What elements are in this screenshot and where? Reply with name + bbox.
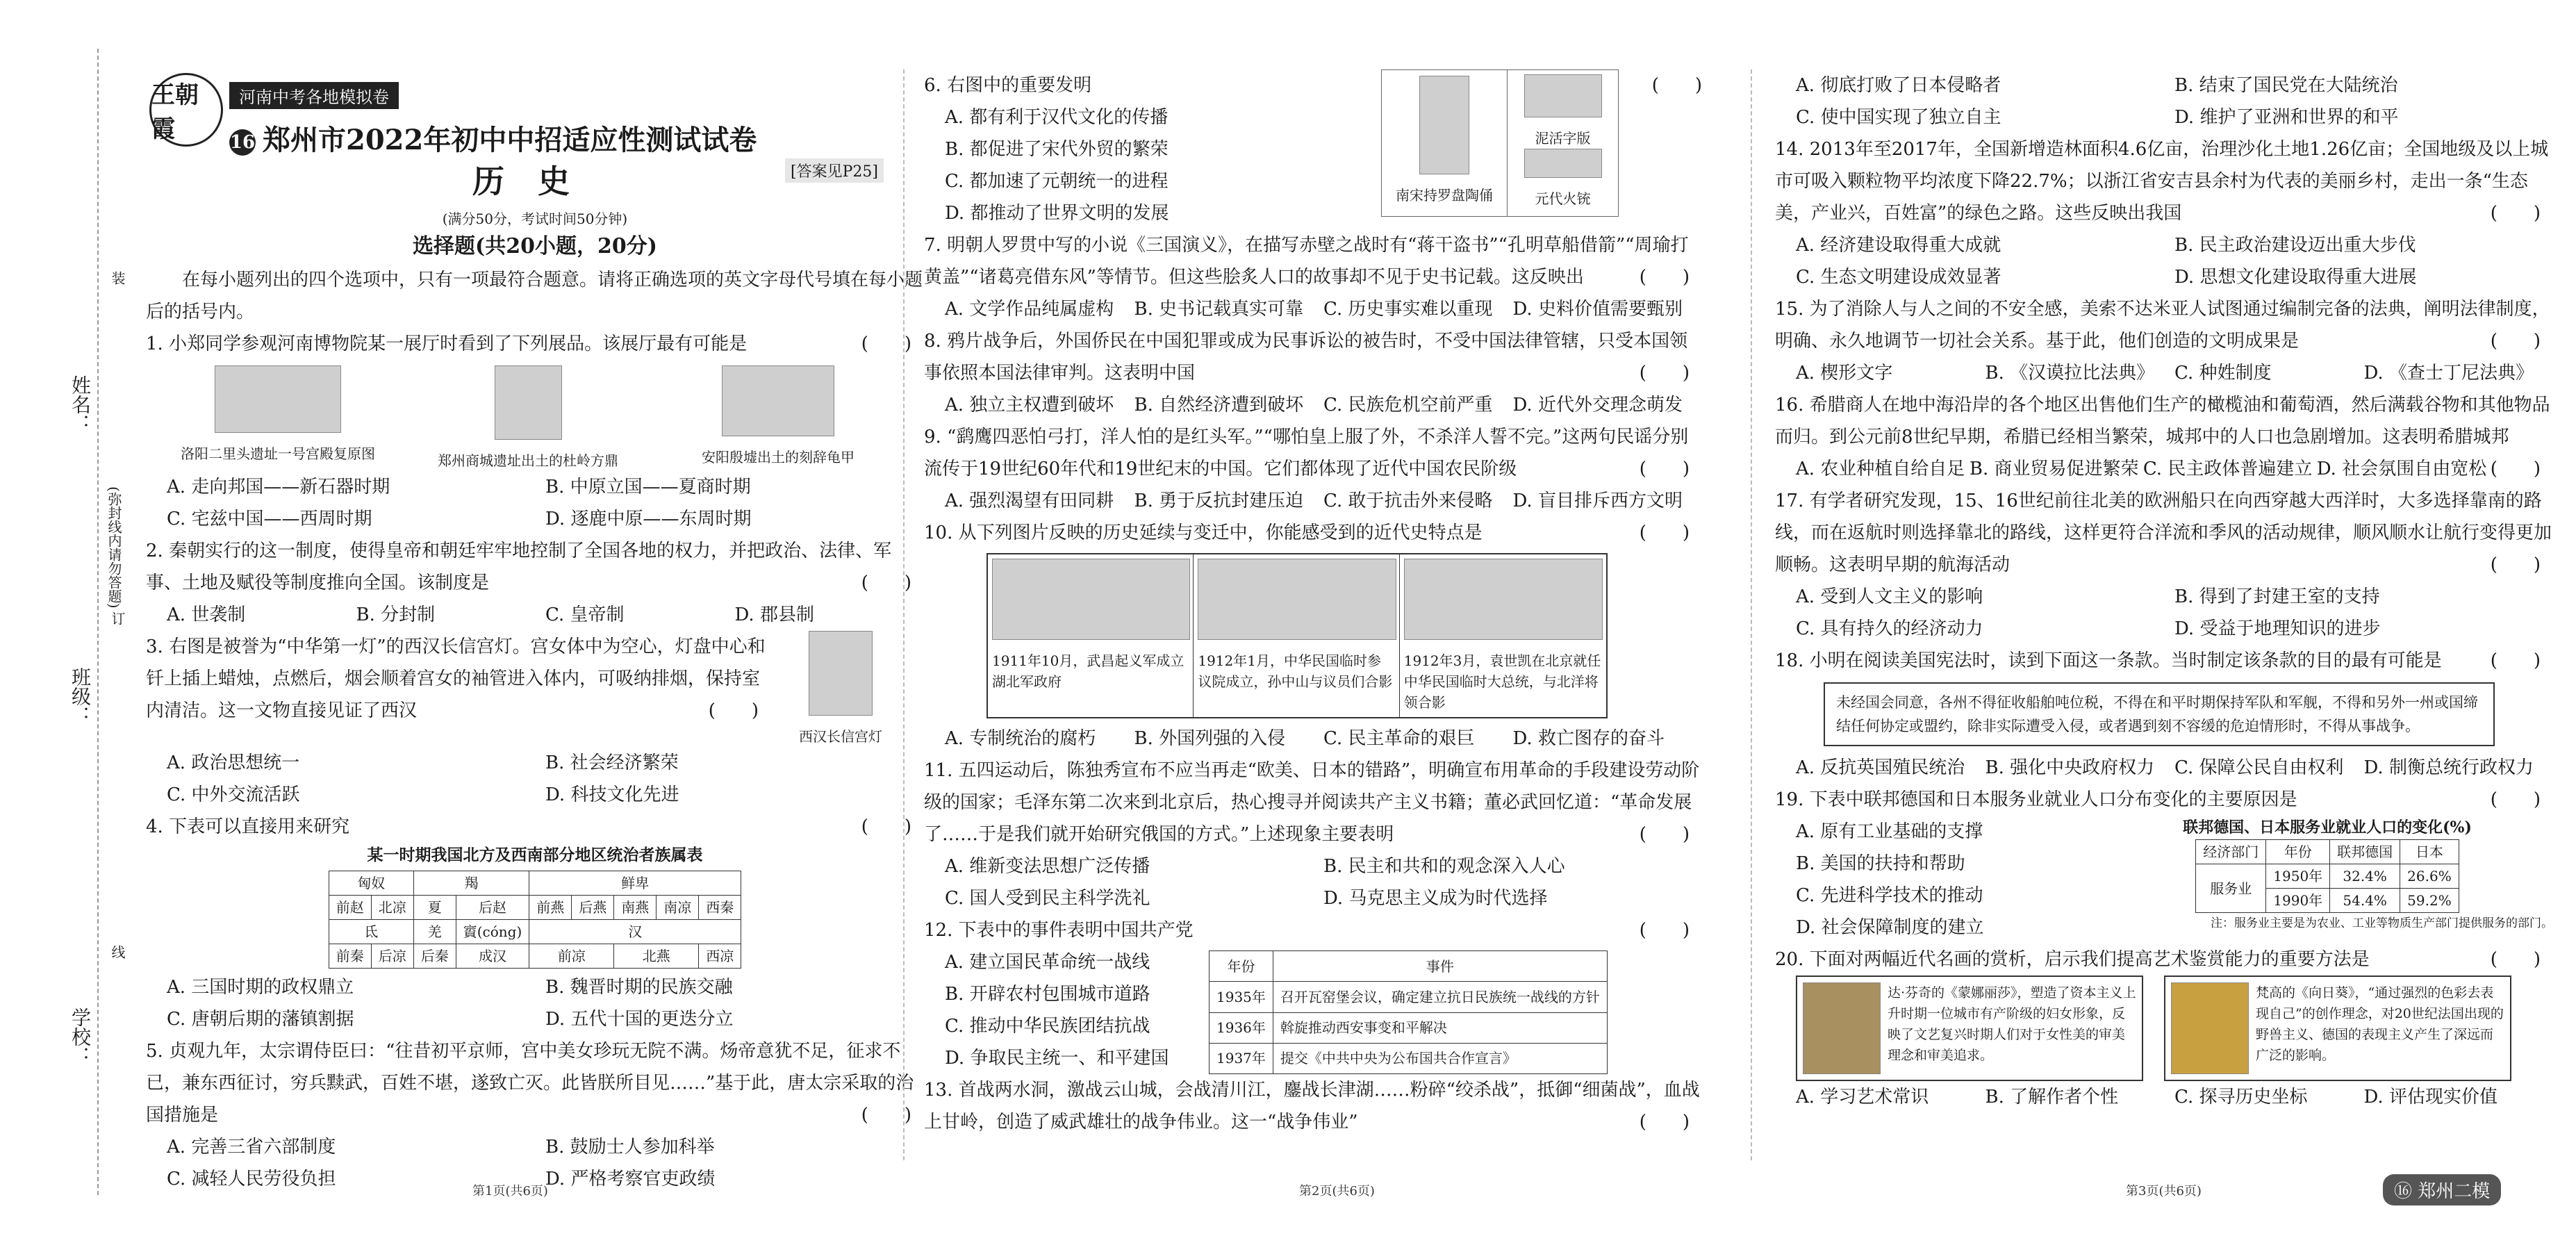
q9-option-a[interactable]: A. 强烈渴望有田同耕 — [945, 491, 1114, 511]
table-row — [329, 944, 741, 969]
table-cell: 夏 — [413, 896, 456, 920]
mark-2: 订 — [109, 611, 126, 625]
table-cell: 前凉 — [529, 944, 614, 969]
exam-number: 16 — [229, 129, 256, 156]
q11-stem: 11. 五四运动后，陈独秀宣布不应当再走“欧美、日本的错路”，明确宣布用革命的手段建设劳动阶级的国家；毛泽东第二次来到北京后，热心搜寻并阅读共产主义书籍；董必武回忆道：“革命发展了……于是我们就开始研究俄国的方式。”上述现象主要表明 — [924, 760, 1700, 845]
q18-quote: 未经国会同意，各州不得征收船舶吨位税，不得在和平时期保持军队和军舰，不得和另外一州或国缔结任何协定或盟约，除非实际遭受入侵，或者遇到刻不容缓的危迫情形时，不得从事战争。 — [1824, 682, 2495, 746]
q10-option-c[interactable]: C. 民主革命的艰巨 — [1323, 728, 1475, 749]
q13-option-c[interactable]: C. 使中国实现了独立自主 — [1796, 107, 2001, 128]
q5-option-b[interactable]: B. 鼓励士人参加科举 — [545, 1137, 715, 1158]
q13-option-a[interactable]: A. 彻底打败了日本侵略者 — [1796, 75, 2001, 96]
q12-option-a[interactable]: A. 建立国民革命统一战线 — [945, 952, 1150, 973]
q11-option-d[interactable]: D. 马克思主义成为时代选择 — [1323, 888, 1548, 909]
q8-answer-paren[interactable]: ( ) — [1639, 363, 1690, 384]
q13-options — [1775, 69, 2553, 133]
q4-answer-paren[interactable]: ( ) — [861, 816, 911, 837]
q7-options — [924, 293, 1702, 325]
school-label: 学校： — [69, 1007, 92, 1066]
q10-figure-1 — [988, 554, 1194, 717]
q18-answer-paren[interactable]: ( ) — [2490, 650, 2541, 671]
question-3 — [146, 631, 924, 747]
question-10 — [924, 517, 1702, 549]
table-cell: 南燕 — [614, 896, 657, 920]
q3-option-b[interactable]: B. 社会经济繁荣 — [545, 752, 679, 773]
table-row — [1209, 982, 1608, 1012]
exam-title — [229, 118, 757, 158]
q9-option-d[interactable]: D. 盲目排斥西方文明 — [1512, 491, 1683, 511]
q7-stem: 7. 明朝人罗贯中写的小说《三国演义》，在描写赤壁之战时有“蒋干盗书”“孔明草船借箭”“周瑜打黄盖”“诸葛亮借东风”等情节。但这些脍炙人口的故事却不见于史书记载。这反映出 — [924, 235, 1689, 288]
q6-option-b[interactable]: B. 都促进了宋代外贸的繁荣 — [945, 139, 1169, 160]
q13-answer-paren[interactable]: ( ) — [1639, 1112, 1690, 1133]
table-cell: 前燕 — [529, 896, 572, 920]
q18-option-a[interactable]: A. 反抗英国殖民统治 — [1796, 757, 1965, 778]
question-2 — [146, 535, 924, 599]
q15-stem: 15. 为了消除人与人之间的不安全感，美索不达米亚人试图通过编制完备的法典，阐明法律制度，明确、永久地调节一切社会关系。基于此，他们创造的文明成果是 — [1775, 299, 2550, 352]
q4-option-c[interactable]: C. 唐朝后期的藩镇割据 — [167, 1009, 354, 1030]
question-15 — [1775, 293, 2553, 357]
q18-stem: 18. 小明在阅读美国宪法时，读到下面这一条款。当时制定该条款的目的最有可能是 — [1775, 650, 2442, 671]
question-18 — [1775, 645, 2553, 677]
table-cell: 成汉 — [456, 944, 529, 969]
q10-options — [924, 723, 1702, 755]
q10-stem: 10. 从下列图片反映的历史延续与变迁中，你能感受到的近代史特点是 — [924, 522, 1483, 543]
q7-option-a[interactable]: A. 文学作品纯属虚构 — [945, 299, 1114, 320]
class-label: 班级： — [69, 667, 92, 725]
q20-painting-left — [1796, 976, 2143, 1081]
table-cell: 前秦 — [329, 944, 371, 969]
column-3 — [1775, 69, 2553, 1113]
q10-option-a[interactable]: A. 专制统治的腐朽 — [945, 728, 1096, 749]
q8-option-b[interactable]: B. 自然经济遭到破坏 — [1134, 395, 1304, 415]
mark-3: 线 — [109, 945, 126, 959]
q1-figure-1 — [167, 365, 389, 471]
wuchang-photo — [992, 559, 1190, 640]
table-cell: 1936年 — [1209, 1012, 1273, 1043]
q12-option-c[interactable]: C. 推动中华民族团结抗战 — [945, 1016, 1150, 1037]
q6-caption-3: 元代火铳 — [1535, 190, 1591, 207]
q2-options — [146, 599, 924, 631]
q9-option-b[interactable]: B. 勇于反抗封建压迫 — [1134, 491, 1304, 511]
q10-option-b[interactable]: B. 外国列强的入侵 — [1134, 728, 1286, 749]
mona-lisa-painting — [1803, 982, 1881, 1074]
table-header: 联邦德国 — [2330, 840, 2400, 864]
q10-figure-3 — [1400, 554, 1605, 717]
q3-option-a[interactable]: A. 政治思想统一 — [167, 752, 300, 773]
q20-options — [1775, 1081, 2553, 1113]
question-12 — [924, 914, 1702, 946]
table-row — [329, 896, 741, 920]
q11-option-b[interactable]: B. 民主和共和的观念深入人心 — [1323, 856, 1565, 877]
q20-right-text: 梵高的《向日葵》，“通过强烈的色彩去表现自己”的创作理念，对20世纪法国出现的野兽主义、德国的表现主义产生了深远而广泛的影响。 — [2256, 985, 2504, 1063]
q10-caption-1: 1911年10月，武昌起义军成立湖北军政府 — [992, 652, 1184, 690]
q2-option-b[interactable]: B. 分封制 — [356, 604, 436, 625]
question-20 — [1775, 944, 2553, 976]
q8-option-d[interactable]: D. 近代外交理念萌发 — [1512, 395, 1683, 415]
q16-stem: 16. 希腊商人在地中海沿岸的各个地区出售他们生产的橄榄油和葡萄酒，然后满载谷物和其他物品而归。到公元前8世纪早期，希腊已经相当繁荣，城邦中的人口也急剧增加。这表明希腊城邦 — [1775, 395, 2550, 447]
q1-images — [167, 365, 924, 471]
question-11 — [924, 755, 1702, 850]
q17-option-d[interactable]: D. 受益于地理知识的进步 — [2174, 618, 2381, 639]
q20-painting-right — [2164, 976, 2511, 1081]
section-title: 选择题(共20小题，20分) — [413, 234, 657, 258]
q5-stem: 5. 贞观九年，太宗谓侍臣曰：“往昔初平京师，宫中美女珍玩无院不满。炀帝意犹不足，征求不已，兼东西征讨，穷兵黩武，百姓不堪，遂致亡灭。此皆朕所目见……”基于此，唐太宗采取的治国措施是 — [146, 1041, 914, 1126]
exam-badge: ⑯ 郑州二模 — [2383, 1174, 2501, 1205]
q12-option-b[interactable]: B. 开辟农村包围城市道路 — [945, 984, 1150, 1005]
yuan-photo — [1404, 559, 1603, 640]
q12-stem: 12. 下表中的事件表明中国共产党 — [924, 920, 1194, 941]
q5-option-a[interactable]: A. 完善三省六部制度 — [167, 1137, 336, 1158]
q9-stem: 9. “鹞鹰四恶怕弓打，洋人怕的是红头军。”“哪怕皇上服了外，不杀洋人誓不完。”这两句民谣分别流传于19世纪60年代和19世纪末的中国。它们都体现了近代中国农民阶级 — [924, 427, 1689, 479]
q10-answer-paren[interactable]: ( ) — [1639, 522, 1690, 543]
q6-option-c[interactable]: C. 都加速了元朝统一的进程 — [945, 171, 1169, 192]
q1-answer-paren[interactable]: ( ) — [861, 334, 911, 354]
table-cell: 鲜卑 — [529, 871, 741, 896]
mark-1: 装 — [109, 271, 126, 285]
page-divider-2 — [1751, 69, 1752, 1160]
q4-option-a[interactable]: A. 三国时期的政权鼎立 — [167, 977, 354, 998]
q6-answer-paren[interactable]: ( ) — [1651, 75, 1702, 96]
question-9 — [924, 421, 1702, 485]
q5-option-c[interactable]: C. 减轻人民劳役负担 — [167, 1169, 336, 1190]
table-cell: 北凉 — [371, 896, 413, 920]
q3-answer-paren[interactable]: ( ) — [708, 700, 759, 721]
q19-table-title: 联邦德国、日本服务业就业人口的变化(%) — [2183, 818, 2472, 837]
q1-option-d[interactable]: D. 逐鹿中原——东周时期 — [545, 509, 752, 529]
q19-options — [1775, 816, 2102, 944]
seal-line — [97, 49, 99, 1195]
q11-answer-paren[interactable]: ( ) — [1639, 824, 1690, 845]
q20-left-text: 达·芬奇的《蒙娜丽莎》，塑造了资本主义上升时期一位城市有产阶级的妇女形象，反映了文艺复兴时期人们对于女性美的审美理念和审美追求。 — [1888, 985, 2136, 1063]
q14-options — [1775, 229, 2553, 293]
table-cell: 1950年 — [2266, 864, 2330, 889]
q6-figure — [1381, 69, 1619, 217]
q20-paintings — [1796, 976, 2553, 1081]
q17-options — [1775, 581, 2553, 645]
type-photo — [1524, 74, 1602, 117]
q7-option-b[interactable]: B. 史书记载真实可靠 — [1134, 299, 1304, 320]
table-row — [329, 920, 741, 944]
q14-option-a[interactable]: A. 经济建设取得重大成就 — [1796, 235, 2001, 256]
q2-stem: 2. 秦朝实行的这一制度，使得皇帝和朝廷牢牢地控制了全国各地的权力，并把政治、法律、军事、土地及赋役等制度推向全国。该制度是 — [146, 541, 892, 593]
q1-caption-1: 洛阳二里头遗址一号宫殿复原图 — [181, 445, 375, 462]
q19-table — [2195, 839, 2459, 913]
q10-caption-3: 1912年3月，袁世凯在北京就任中华民国临时大总统，与北洋将领合影 — [1403, 652, 1601, 711]
sunflowers-painting — [2171, 982, 2249, 1074]
q7-option-d[interactable]: D. 史料价值需要甄别 — [1512, 299, 1683, 320]
q6-caption-2: 泥活字版 — [1535, 130, 1591, 147]
q19-body — [1775, 816, 2553, 944]
table-cell: 服务业 — [2196, 864, 2266, 913]
question-1 — [146, 328, 924, 360]
table-header: 日本 — [2400, 840, 2459, 864]
table-cell: 羌 — [413, 920, 456, 944]
oracle-bone-photo — [722, 365, 834, 436]
q12-options — [924, 946, 1209, 1074]
q14-option-c[interactable]: C. 生态文明建设成效显著 — [1796, 267, 2001, 288]
table-cell: 59.2% — [2400, 889, 2459, 913]
table-cell: 32.4% — [2330, 864, 2400, 889]
column-2 — [924, 69, 1702, 1138]
table-cell: 后燕 — [572, 896, 614, 920]
q16-option-d[interactable]: D. 社会氛围自由宽松 — [2316, 459, 2487, 479]
q16-option-c[interactable]: C. 民主政体普遍建立 — [2142, 459, 2313, 479]
q20-option-a[interactable]: A. 学习艺术常识 — [1796, 1087, 1929, 1108]
q1-options — [146, 471, 924, 535]
page-divider-1 — [903, 69, 905, 1160]
q4-table — [329, 871, 742, 969]
q20-option-b[interactable]: B. 了解作者个性 — [1985, 1087, 2119, 1108]
q1-figure-2 — [417, 365, 639, 471]
q17-answer-paren[interactable]: ( ) — [2490, 554, 2541, 575]
q6-figure-1 — [1382, 70, 1507, 216]
publisher-logo: 王朝霞 — [149, 73, 223, 147]
table-cell: 后秦 — [413, 944, 456, 969]
q15-answer-paren[interactable]: ( ) — [2490, 331, 2541, 352]
q8-options — [924, 389, 1702, 421]
gun-photo — [1524, 149, 1602, 178]
q1-option-a[interactable]: A. 走向邦国——新石器时期 — [167, 477, 390, 497]
q1-caption-3: 安阳殷墟出土的刻辞龟甲 — [702, 449, 854, 466]
table-row — [329, 871, 741, 896]
q13-option-b[interactable]: B. 结束了国民党在大陆统治 — [2174, 75, 2398, 96]
q9-option-c[interactable]: C. 敢于抗击外来侵略 — [1323, 491, 1493, 511]
lamp-photo — [809, 631, 873, 716]
table-cell: 羯 — [413, 871, 529, 896]
q16-options — [1775, 453, 2491, 485]
badge-text: 郑州二模 — [2418, 1181, 2491, 1202]
q6-option-a[interactable]: A. 都有利于汉代文化的传播 — [945, 107, 1169, 128]
question-14 — [1775, 133, 2553, 229]
table-cell: 氐 — [329, 920, 413, 944]
q18-option-b[interactable]: B. 强化中央政府权力 — [1985, 757, 2155, 778]
q5-option-d[interactable]: D. 严格考察官吏政绩 — [545, 1169, 716, 1190]
q17-option-a[interactable]: A. 受到人文主义的影响 — [1796, 586, 1983, 607]
q7-answer-paren[interactable]: ( ) — [1639, 267, 1690, 288]
table-cell: 北燕 — [614, 944, 699, 969]
table-cell: 召开瓦窑堡会议，确定建立抗日民族统一战线的方针 — [1273, 982, 1607, 1012]
q3-stem: 3. 右图是被誉为“中华第一灯”的西汉长信宫灯。宫女体中为空心，灯盘中心和钎上插上蜡烛，点燃后，烟会顺着宫女的袖管进入体内，可吸纳排烟，保持室内清洁。这一文物直接见证了西汉 — [146, 636, 766, 721]
q15-option-c[interactable]: C. 种姓制度 — [2174, 363, 2272, 384]
table-cell: 賨(cóng) — [456, 920, 529, 944]
q11-options — [924, 850, 1702, 914]
q20-option-c[interactable]: C. 探寻历史坐标 — [2174, 1087, 2308, 1108]
table-cell: 前赵 — [329, 896, 371, 920]
table-row — [1209, 1012, 1608, 1043]
q16-answer-paren[interactable]: ( ) — [2490, 459, 2541, 479]
q17-option-b[interactable]: B. 得到了封建王室的支持 — [2174, 586, 2380, 607]
q5-answer-paren[interactable]: ( ) — [861, 1105, 911, 1126]
question-5 — [146, 1035, 924, 1131]
q10-figure-2 — [1194, 554, 1399, 717]
q8-option-c[interactable]: C. 民族危机空前严重 — [1323, 395, 1493, 415]
q16-option-b[interactable]: B. 商业贸易促进繁荣 — [1969, 459, 2139, 479]
q1-option-c[interactable]: C. 宅兹中国——西周时期 — [167, 509, 372, 529]
exam-title-text: 郑州市2022年初中中招适应性测试试卷 — [263, 124, 757, 156]
q15-option-a[interactable]: A. 楔形文字 — [1796, 363, 1893, 384]
table-row — [1209, 1043, 1608, 1073]
q12-option-d[interactable]: D. 争取民主统一、和平建国 — [945, 1048, 1169, 1069]
instruction: 在每小题列出的四个选项中，只有一项最符合题意。请将正确选项的英文字母代号填在每小题后的括号内。 — [146, 270, 923, 322]
q15-option-d[interactable]: D. 《查士丁尼法典》 — [2363, 363, 2534, 384]
question-7 — [924, 229, 1702, 293]
q8-stem: 8. 鸦片战争后，外国侨民在中国犯罪或成为民事诉讼的被告时，不受中国法律管辖，只受本国领事依照本国法律审判。这表明中国 — [924, 331, 1688, 384]
q16-option-a[interactable]: A. 农业种植自给自足 — [1796, 459, 1965, 479]
q2-option-d[interactable]: D. 郡县制 — [734, 604, 814, 625]
q13-option-d[interactable]: D. 维护了亚洲和世界的和平 — [2174, 107, 2399, 128]
question-13 — [924, 1074, 1702, 1138]
q15-options — [1775, 357, 2553, 389]
table-header: 年份 — [2266, 840, 2330, 864]
table-cell: 斡旋推动西安事变和平解决 — [1273, 1012, 1607, 1043]
q3-option-d[interactable]: D. 科技文化先进 — [545, 784, 679, 805]
q7-option-c[interactable]: C. 历史事实难以重现 — [1323, 299, 1493, 320]
q19-option-b[interactable]: B. 美国的扶持和帮助 — [1796, 853, 1965, 874]
q1-option-b[interactable]: B. 中原立国——夏商时期 — [545, 477, 751, 497]
q4-options — [146, 971, 924, 1035]
q11-option-a[interactable]: A. 维新变法思想广泛传播 — [945, 856, 1150, 877]
q14-option-d[interactable]: D. 思想文化建设取得重大进展 — [2174, 267, 2417, 288]
q19-note: 注：服务业主要是为农业、工业等物质生产部门提供服务的部门。 — [2211, 916, 2553, 930]
q19-stem: 19. 下表中联邦德国和日本服务业就业人口分布变化的主要原因是 — [1775, 789, 2297, 810]
figurine-photo — [1419, 76, 1469, 174]
table-cell: 提交《中共中央为公布国共合作宣言》 — [1273, 1043, 1607, 1073]
q19-option-c[interactable]: C. 先进科学技术的推动 — [1796, 885, 1983, 906]
q13-stem: 13. 首战两水洞，激战云山城，会战清川江，鏖战长津湖……粉碎“绞杀战”，抵御“细菌战”，血战上甘岭，创造了威武雄壮的战争伟业。这一“战争伟业” — [924, 1080, 1700, 1133]
q6-figure-2 — [1508, 70, 1619, 216]
table-cell: 西秦 — [699, 896, 741, 920]
q18-option-c[interactable]: C. 保障公民自由权利 — [2174, 757, 2344, 778]
q1-stem: 1. 小郑同学参观河南博物院某一展厅时看到了下列展品。该展厅最有可能是 — [146, 334, 748, 354]
q12-body — [924, 946, 1702, 1074]
name-label: 姓名： — [69, 375, 92, 434]
q19-option-a[interactable]: A. 原有工业基础的支撑 — [1796, 821, 1983, 842]
q10-caption-2: 1912年1月，中华民国临时参议院成立，孙中山与议员们合影 — [1198, 652, 1393, 690]
q18-option-d[interactable]: D. 制衡总统行政权力 — [2363, 757, 2534, 778]
question-17 — [1775, 485, 2553, 581]
page-footer-1: 第1页(共6页) — [472, 1184, 548, 1199]
q6-caption-1: 南宋持罗盘陶俑 — [1396, 187, 1494, 204]
question-8 — [924, 325, 1702, 389]
q8-option-a[interactable]: A. 独立主权遭到破坏 — [945, 395, 1114, 415]
q3-option-c[interactable]: C. 中外交流活跃 — [167, 784, 300, 805]
table-row — [2196, 864, 2459, 889]
q19-option-d[interactable]: D. 社会保障制度的建立 — [1796, 917, 1984, 938]
q18-options — [1775, 752, 2553, 784]
table-row — [2196, 840, 2459, 864]
q2-option-a[interactable]: A. 世袭制 — [167, 604, 246, 625]
table-row — [1209, 951, 1608, 982]
table-cell: 后凉 — [371, 944, 413, 969]
q14-answer-paren[interactable]: ( ) — [2490, 203, 2541, 224]
q1-figure-3 — [667, 365, 889, 471]
q10-figures — [986, 553, 1608, 718]
q1-caption-2: 郑州商城遗址出土的杜岭方鼎 — [438, 452, 618, 469]
q2-option-c[interactable]: C. 皇帝制 — [545, 604, 625, 625]
q9-answer-paren[interactable]: ( ) — [1639, 459, 1690, 479]
table-header: 经济部门 — [2196, 840, 2266, 864]
table-cell: 西凉 — [699, 944, 741, 969]
binding-sidebar — [42, 0, 139, 1243]
table-header: 年份 — [1209, 951, 1273, 982]
table-cell: 1935年 — [1209, 982, 1273, 1012]
q6-stem: 6. 右图中的重要发明 — [924, 75, 1092, 96]
table-cell: 汉 — [529, 920, 741, 944]
q4-table-title: 某一时期我国北方及西南部分地区统治者族属表 — [367, 846, 703, 864]
q20-option-d[interactable]: D. 评估现实价值 — [2363, 1087, 2497, 1108]
exam-note: (满分50分，考试时间50分钟) — [442, 211, 628, 227]
q10-option-d[interactable]: D. 救亡图存的奋斗 — [1512, 728, 1665, 749]
q4-option-b[interactable]: B. 魏晋时期的民族交融 — [545, 977, 733, 998]
column-1 — [146, 208, 924, 1195]
q17-option-c[interactable]: C. 具有持久的经济动力 — [1796, 618, 1983, 639]
q4-stem: 4. 下表可以直接用来研究 — [146, 816, 350, 837]
q19-table-block — [2102, 816, 2553, 944]
q4-option-d[interactable]: D. 五代十国的更迭分立 — [545, 1009, 734, 1030]
question-6 — [924, 69, 1702, 229]
seal-note: (弥封线内请勿答题) — [106, 486, 122, 609]
q14-option-b[interactable]: B. 民主政治建设迈出重大步伐 — [2174, 235, 2416, 256]
q14-stem: 14. 2013年至2017年，全国新增造林面积4.6亿亩，治理沙化土地1.26亿亩；全国地级及以上城市可吸入颗粒物平均浓度下降22.7%；以浙江省安吉县余村为代表的美丽乡村，走出一条“生态美，产业兴，百姓富”的绿色之路。这些反映出我国 — [1775, 139, 2549, 224]
table-cell: 26.6% — [2400, 864, 2459, 889]
q20-stem: 20. 下面对两幅近代名画的赏析，启示我们提高艺术鉴赏能力的重要方法是 — [1775, 949, 2370, 970]
page-footer-3: 第3页(共6页) — [2126, 1184, 2202, 1199]
page-footer-2: 第2页(共6页) — [1299, 1184, 1375, 1199]
q2-answer-paren[interactable]: ( ) — [861, 573, 911, 593]
table-cell: 匈奴 — [329, 871, 413, 896]
q3-options — [146, 747, 924, 811]
ding-photo — [495, 365, 562, 440]
q15-option-b[interactable]: B. 《汉谟拉比法典》 — [1985, 363, 2155, 384]
q11-option-c[interactable]: C. 国人受到民主科学洗礼 — [945, 888, 1150, 909]
table-cell: 1937年 — [1209, 1043, 1273, 1073]
q20-answer-paren[interactable]: ( ) — [2490, 949, 2541, 970]
q9-options — [924, 485, 1702, 517]
q19-answer-paren[interactable]: ( ) — [2490, 789, 2541, 810]
senate-photo — [1198, 559, 1396, 640]
series-label: 河南中考各地模拟卷 — [229, 82, 399, 109]
table-cell: 1990年 — [2266, 889, 2330, 913]
q3-caption: 西汉长信宫灯 — [799, 728, 882, 745]
table-header: 事件 — [1273, 951, 1607, 982]
subject-title: 历 史 — [472, 163, 581, 200]
q12-table — [1209, 950, 1608, 1074]
q12-answer-paren[interactable]: ( ) — [1639, 920, 1690, 941]
question-4 — [146, 811, 924, 843]
q6-option-d[interactable]: D. 都推动了世界文明的发展 — [945, 203, 1169, 224]
q3-figure — [771, 631, 910, 747]
table-cell: 南凉 — [657, 896, 699, 920]
table-cell: 后赵 — [456, 896, 529, 920]
answer-reference: [答案见P25] — [785, 158, 884, 183]
palace-photo — [215, 365, 341, 433]
question-19 — [1775, 784, 2553, 816]
table-cell: 54.4% — [2330, 889, 2400, 913]
q17-stem: 17. 有学者研究发现，15、16世纪前往北美的欧洲船只在向西穿越大西洋时，大多选择靠南的路线，而在返航时则选择靠北的路线，这样更符合洋流和季风的活动规律，顺风顺水让航行变得更加顺畅。这表明早期的航海活动 — [1775, 491, 2552, 575]
